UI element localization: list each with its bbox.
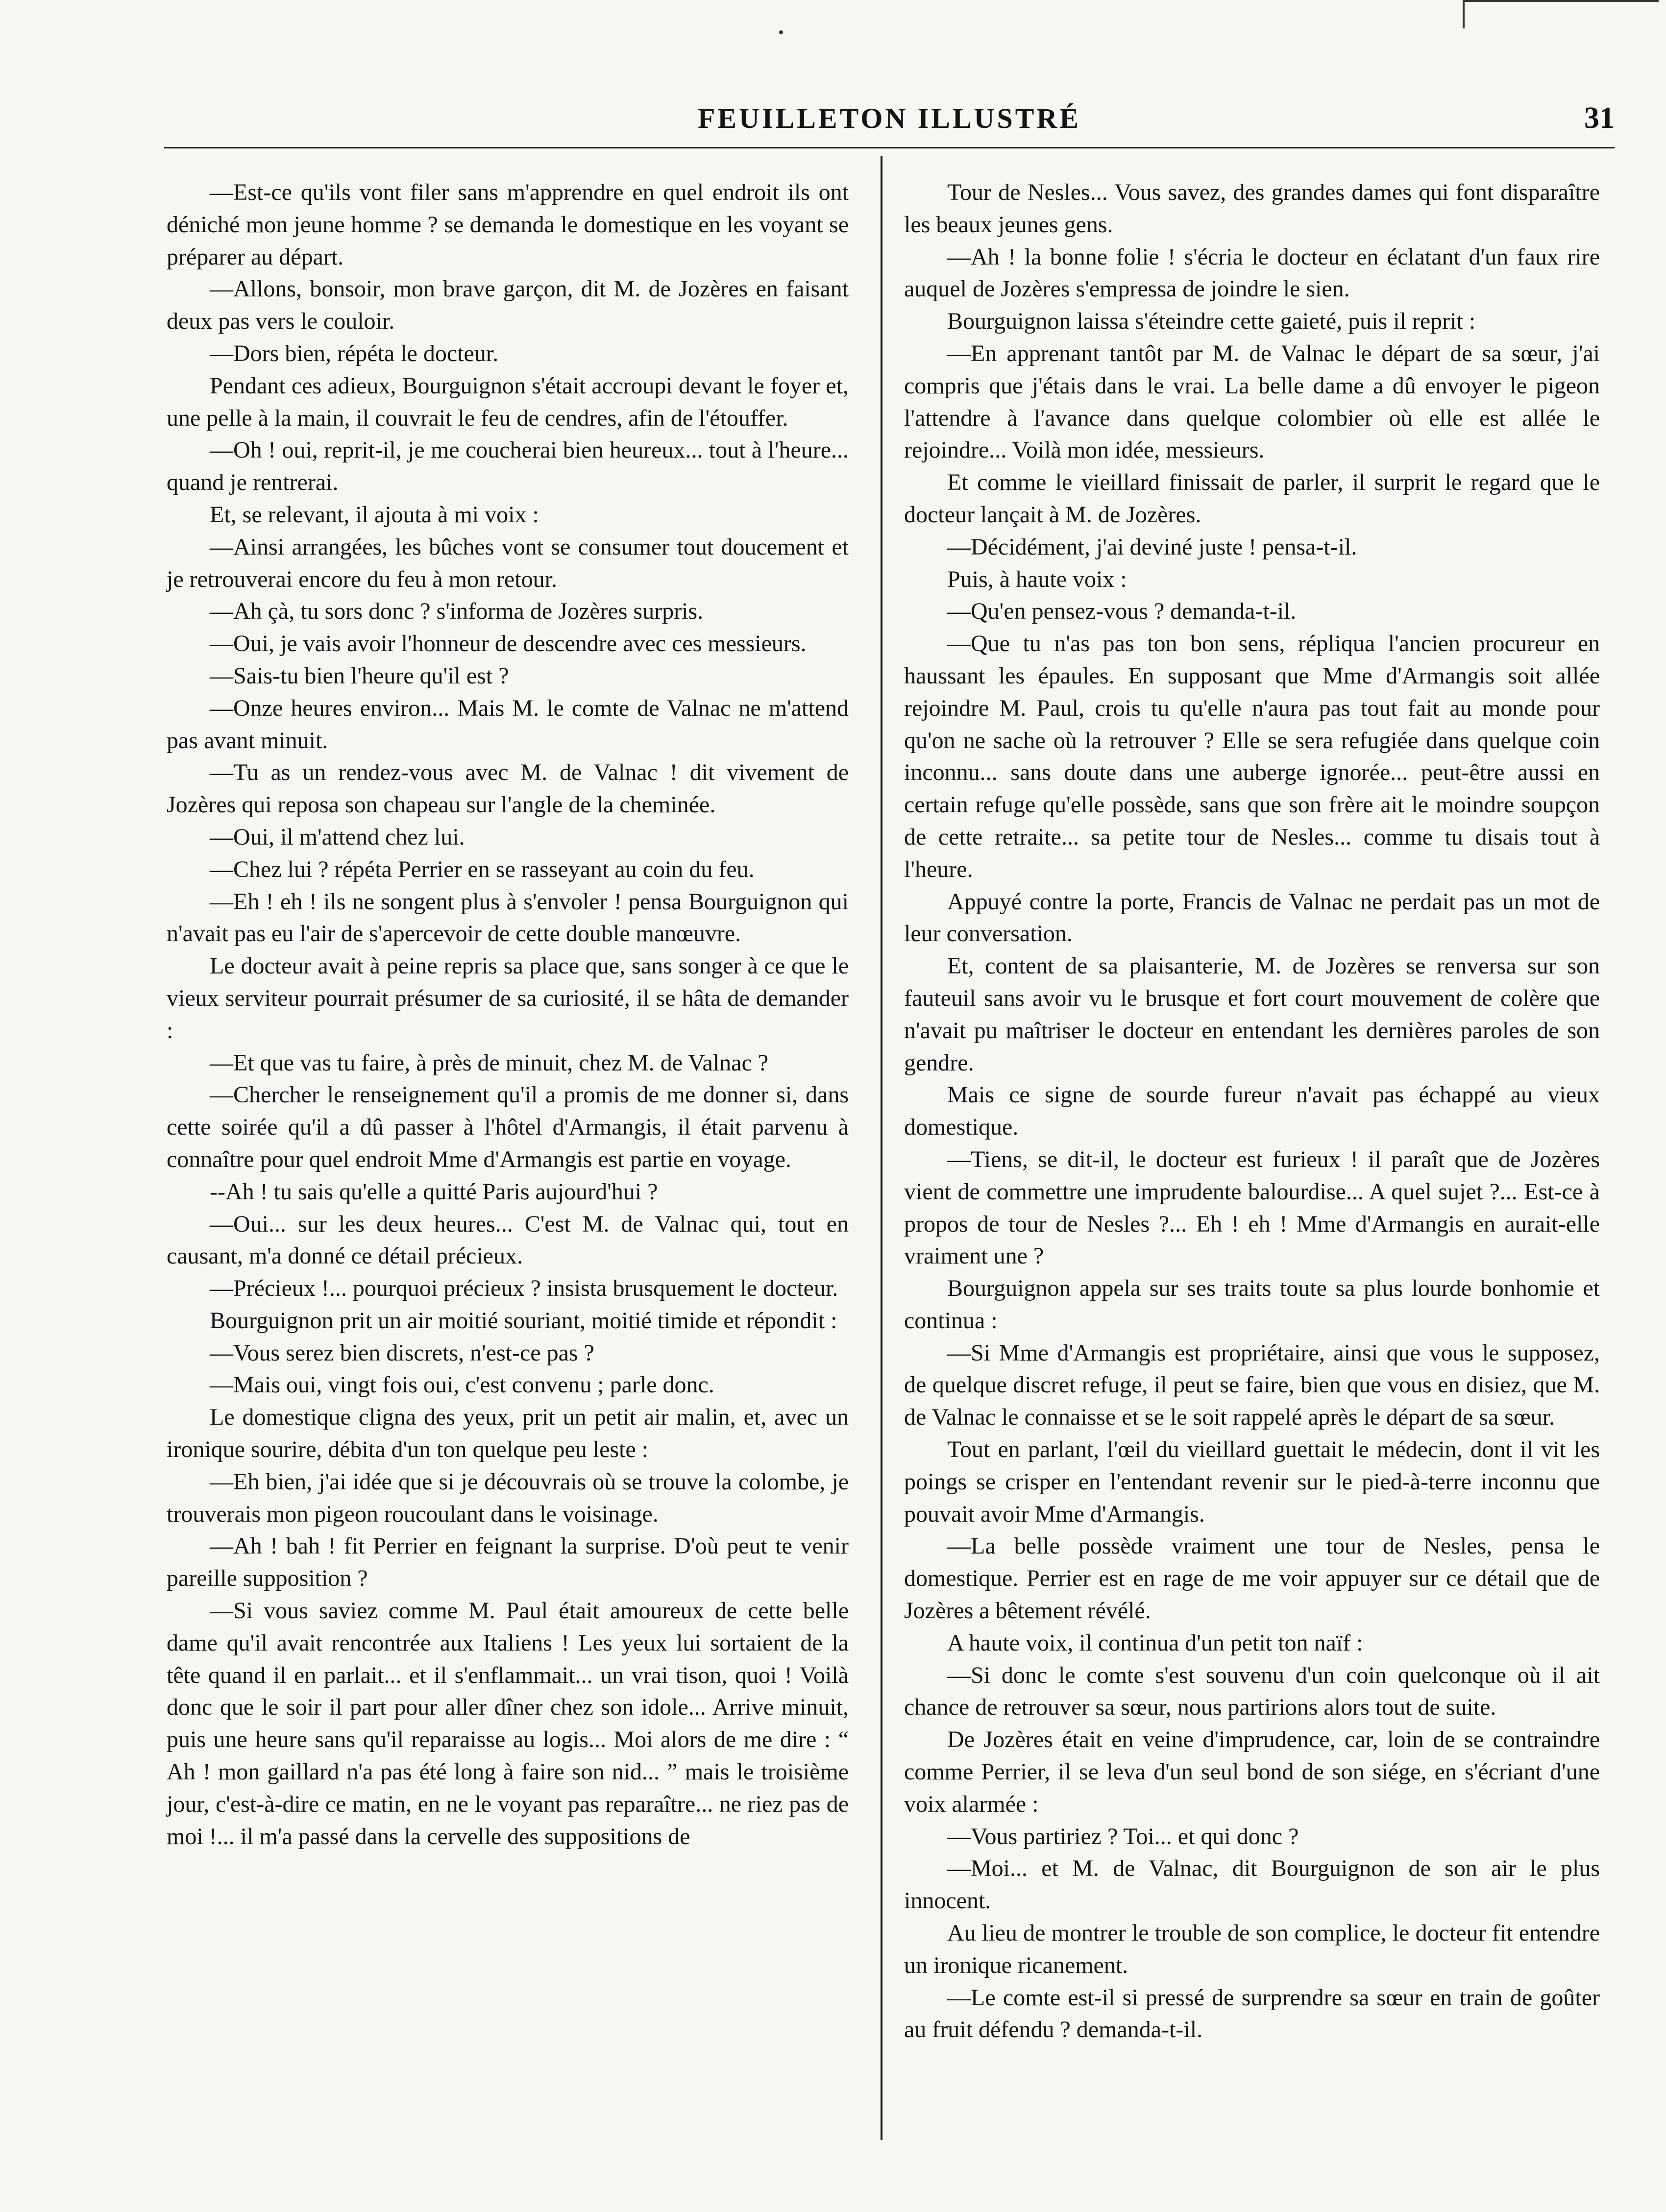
paragraph: —Qu'en pensez-vous ? demanda-t-il.: [947, 598, 1297, 625]
paragraph: —Est-ce qu'ils vont filer sans m'apprendre en quel endroit ils ont déniché mon jeune homme ? se demanda le domestique en les voyant se préparer au départ.: [167, 179, 849, 270]
paragraph: —Allons, bonsoir, mon brave garçon, dit M. de Jozères en faisant deux pas vers le couloir.: [167, 276, 849, 335]
page-header: [164, 88, 1615, 142]
paragraph: Appuyé contre la porte, Francis de Valnac ne perdait pas un mot de leur conversation.: [904, 888, 1600, 947]
top-dot: [779, 30, 783, 34]
paragraph: —Eh ! eh ! ils ne songent plus à s'envoler ! pensa Bourguignon qui n'avait pas eu l'air de s'apercevoir de cette double manœuvre.: [167, 888, 849, 947]
paragraph: Et, se relevant, il ajouta à mi voix :: [210, 501, 539, 528]
paragraph: —Oui... sur les deux heures... C'est M. de Valnac qui, tout en causant, m'a donné ce détail précieux.: [167, 1211, 849, 1269]
paragraph: —Tiens, se dit-il, le docteur est furieux ! il paraît que de Jozères vient de commettre une imprudente balourdise... A quel sujet ?... Est-ce à propos de tour de Nesles ?... Eh ! eh ! Mme d'Armangis en aurait-elle vraiment une ?: [904, 1146, 1600, 1269]
paragraph: Tout en parlant, l'œil du vieillard guettait le médecin, dont il vit les poings se crisper en l'entendant revenir sur le pied-à-terre inconnu que pouvait avoir Mme d'Armangis.: [904, 1436, 1600, 1527]
paragraph: Bourguignon prit un air moitié souriant, moitié timide et répondit :: [210, 1307, 837, 1334]
paragraph: —Décidément, j'ai deviné juste ! pensa-t-il.: [947, 534, 1357, 560]
header-rule: [164, 147, 1615, 148]
paragraph: Au lieu de montrer le trouble de son complice, le docteur fit entendre un ironique ricanement.: [904, 1920, 1600, 1978]
paragraph: Tour de Nesles... Vous savez, des grandes dames qui font disparaître les beaux jeunes gens.: [904, 179, 1600, 238]
paragraph: --Ah ! tu sais qu'elle a quitté Paris aujourd'hui ?: [210, 1178, 658, 1205]
paragraph: —Oui, il m'attend chez lui.: [210, 824, 465, 850]
paragraph: —La belle possède vraiment une tour de Nesles, pensa le domestique. Perrier est en rage de me voir appuyer sur ce détail que de Jozères a bêtement révélé.: [904, 1533, 1600, 1624]
paragraph: De Jozères était en veine d'imprudence, car, loin de se contraindre comme Perrier, il se leva d'un seul bond de son siége, en s'écriant d'une voix alarmée :: [904, 1726, 1600, 1817]
paragraph: —Oui, je vais avoir l'honneur de descendre avec ces messieurs.: [210, 631, 807, 657]
top-edge-rule: [1463, 0, 1659, 2]
paragraph: —Ah ! bah ! fit Perrier en feignant la surprise. D'où peut te venir pareille supposition ?: [167, 1533, 849, 1592]
paragraph: Bourguignon appela sur ses traits toute sa plus lourde bonhomie et continua :: [904, 1275, 1600, 1334]
paragraph: —Onze heures environ... Mais M. le comte de Valnac ne m'attend pas avant minuit.: [167, 695, 849, 754]
left-column: [167, 176, 849, 1852]
paragraph: —Oh ! oui, reprit-il, je me coucherai bien heureux... tout à l'heure... quand je rentrerai.: [167, 437, 849, 496]
paragraph: —Et que vas tu faire, à près de minuit, chez M. de Valnac ?: [210, 1049, 769, 1076]
paragraph: —Précieux !... pourquoi précieux ? insista brusquement le docteur.: [210, 1275, 838, 1302]
paragraph: —En apprenant tantôt par M. de Valnac le départ de sa sœur, j'ai compris que j'étais dans le vrai. La belle dame a dû envoyer le pigeon l'attendre à l'avance dans quelque colombier où elle est allée le rejoindre... Voilà mon idée, messieurs.: [904, 340, 1600, 463]
paragraph: —Chercher le renseignement qu'il a promis de me donner si, dans cette soirée qu'il a dû passer à l'hôtel d'Armangis, il était parvenu à connaître pour quel endroit Mme d'Armangis est partie en voyage.: [167, 1082, 849, 1172]
paragraph: —Que tu n'as pas ton bon sens, répliqua l'ancien procureur en haussant les épaules. En supposant que Mme d'Armangis soit allée rejoindre M. Paul, crois tu qu'elle n'aura pas tout fait au monde pour qu'on ne sache où la retrouver ? Elle se sera refugiée dans quelque coin inconnu... sans doute dans une auberge ignorée... peut-être aussi en certain refuge qu'elle possède, sans que son frère ait le moindre soupçon de cette retraite... sa petite tour de Nesles... comme tu disais tout à l'heure.: [904, 631, 1600, 882]
paragraph: —Ah ! la bonne folie ! s'écria le docteur en éclatant d'un faux rire auquel de Jozères s'empressa de joindre le sien.: [904, 243, 1600, 302]
paragraph: Pendant ces adieux, Bourguignon s'était accroupi devant le foyer et, une pelle à la main, il couvrait le feu de cendres, afin de l'étouffer.: [167, 372, 849, 431]
paragraph: —Le comte est-il si pressé de surprendre sa sœur en train de goûter au fruit défendu ? demanda-t-il.: [904, 1984, 1600, 2043]
paragraph: A haute voix, il continua d'un petit ton naïf :: [947, 1629, 1363, 1656]
paragraph: —Si vous saviez comme M. Paul était amoureux de cette belle dame qu'il avait rencontrée aux Italiens ! Les yeux lui sortaient de la tête quand il en parlait... et il s'enflammait... un vrai tison, quoi ! Voilà donc que le soir il part pour aller dîner chez son idole... Arrive minuit, puis une heure sans qu'il reparaisse au logis... Moi alors de me dire : “ Ah ! mon gaillard n'a pas été long à faire son nid... ” mais le troisième jour, c'est-à-dire ce matin, en ne le voyant pas reparaître... ne riez pas de moi !... il m'a passé dans la cervelle des suppositions de: [167, 1598, 849, 1849]
paragraph: —Mais oui, vingt fois oui, c'est convenu ; parle donc.: [210, 1372, 714, 1398]
paragraph: —Si Mme d'Armangis est propriétaire, ainsi que vous le supposez, de quelque discret refuge, il peut se faire, bien que vous en disiez, que M. de Valnac le connaisse et se le soit rappelé après le départ de sa sœur.: [904, 1339, 1600, 1431]
paragraph: —Vous partiriez ? Toi... et qui donc ?: [947, 1823, 1299, 1849]
paragraph: Mais ce signe de sourde fureur n'avait pas échappé au vieux domestique.: [904, 1082, 1600, 1141]
paragraph: Le docteur avait à peine repris sa place que, sans songer à ce que le vieux serviteur pourrait présumer de sa curiosité, il se hâta de demander :: [167, 953, 849, 1044]
paragraph: Et, content de sa plaisanterie, M. de Jozères se renversa sur son fauteuil sans avoir vu le brusque et fort court mouvement de colère que n'avait pu maîtriser le docteur en entendant les dernières paroles de son gendre.: [904, 953, 1600, 1076]
page-number: 31: [1584, 101, 1615, 135]
paragraph: Le domestique cligna des yeux, prit un petit air malin, et, avec un ironique sourire, débita d'un ton quelque peu leste :: [167, 1404, 849, 1463]
paragraph: —Si donc le comte s'est souvenu d'un coin quelconque où il ait chance de retrouver sa sœur, nous partirions alors tout de suite.: [904, 1662, 1600, 1721]
paragraph: —Chez lui ? répéta Perrier en se rasseyant au coin du feu.: [210, 856, 755, 882]
paragraph: —Vous serez bien discrets, n'est-ce pas ?: [210, 1339, 594, 1366]
column-divider: [881, 156, 882, 2140]
top-edge-mark: [1463, 0, 1465, 28]
paragraph: —Ah çà, tu sors donc ? s'informa de Jozères surpris.: [210, 598, 704, 625]
paragraph: —Ainsi arrangées, les bûches vont se consumer tout doucement et je retrouverai encore du feu à mon retour.: [167, 534, 849, 592]
right-column: [904, 176, 1600, 2046]
paragraph: —Dors bien, répéta le docteur.: [210, 340, 499, 366]
paragraph: —Tu as un rendez-vous avec M. de Valnac ! dit vivement de Jozères qui reposa son chapeau sur l'angle de la cheminée.: [167, 759, 849, 818]
paragraph: Puis, à haute voix :: [947, 566, 1127, 592]
paragraph: Et comme le vieillard finissait de parler, il surprit le regard que le docteur lançait à M. de Jozères.: [904, 469, 1600, 528]
paragraph: Bourguignon laissa s'éteindre cette gaieté, puis il reprit :: [947, 308, 1476, 335]
paragraph: —Sais-tu bien l'heure qu'il est ?: [210, 662, 509, 689]
page-title: FEUILLETON ILLUSTRÉ: [697, 102, 1081, 134]
paragraph: —Moi... et M. de Valnac, dit Bourguignon de son air le plus innocent.: [904, 1855, 1600, 1914]
paragraph: —Eh bien, j'ai idée que si je découvrais où se trouve la colombe, je trouverais mon pigeon roucoulant dans le voisinage.: [167, 1468, 849, 1527]
